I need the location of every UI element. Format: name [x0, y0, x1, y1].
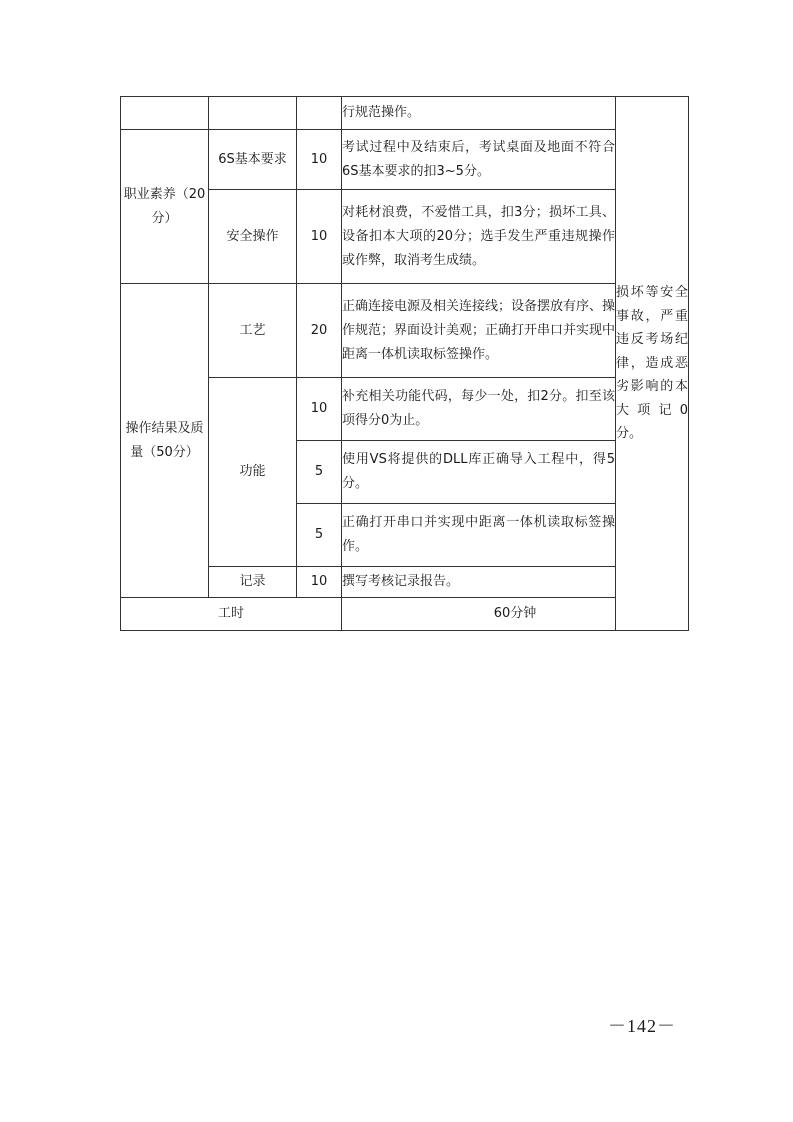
scoring-table	[120, 96, 689, 631]
item-score-record: 10	[297, 567, 342, 598]
table-cell-empty	[209, 97, 297, 130]
item-name-function: 功能	[209, 378, 297, 567]
item-description-function-2: 使用VS将提供的DLL库正确导入工程中，得5分。	[342, 441, 616, 504]
item-name-craft: 工艺	[209, 284, 297, 378]
item-description-6s: 考试过程中及结束后，考试桌面及地面不符合6S基本要求的扣3~5分。	[342, 130, 616, 190]
item-description-function-1: 补充相关功能代码，每少一处，扣2分。扣至该项得分0为止。	[342, 378, 616, 441]
duration-value: 60分钟	[342, 598, 689, 631]
item-description-safety: 对耗材浪费，不爱惜工具，扣3分；损坏工具、设备扣本大项的20分；选手发生严重违规操作或作弊，取消考生成绩。	[342, 190, 616, 284]
item-name-record: 记录	[209, 567, 297, 598]
penalty-note: 损坏等安全事故，严重违反考场纪律，造成恶劣影响的本大项记0分。	[616, 97, 689, 631]
table-cell-empty	[297, 97, 342, 130]
item-score-6s: 10	[297, 130, 342, 190]
continued-description: 行规范操作。	[342, 97, 616, 130]
table-row-craft	[121, 284, 689, 378]
item-score-craft: 20	[297, 284, 342, 378]
item-name-safety: 安全操作	[209, 190, 297, 284]
item-score-function-3: 5	[297, 504, 342, 567]
table-row-continued	[121, 97, 689, 130]
item-score-function-1: 10	[297, 378, 342, 441]
table-row-duration	[121, 598, 689, 631]
duration-label: 工时	[121, 598, 342, 631]
table-cell-empty	[121, 97, 209, 130]
page-number: －142－	[608, 1016, 676, 1036]
item-description-function-3: 正确打开串口并实现中距离一体机读取标签操作。	[342, 504, 616, 567]
item-score-function-2: 5	[297, 441, 342, 504]
category-result: 操作结果及质量（50分）	[121, 284, 209, 598]
table-row-6s	[121, 130, 689, 190]
item-name-6s: 6S基本要求	[209, 130, 297, 190]
category-professional: 职业素养（20分）	[121, 130, 209, 284]
item-description-craft: 正确连接电源及相关连接线；设备摆放有序、操作规范；界面设计美观；正确打开串口并实现中距离一体机读取标签操作。	[342, 284, 616, 378]
item-score-safety: 10	[297, 190, 342, 284]
item-description-record: 撰写考核记录报告。	[342, 567, 616, 598]
